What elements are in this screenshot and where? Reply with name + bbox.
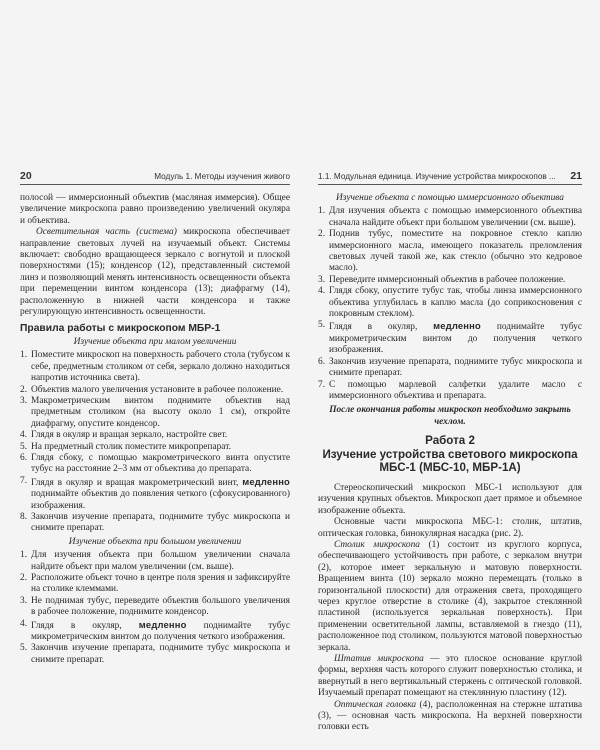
intro-paragraph-2: Стереоскопический микроскоп МБС-1 используют для изучения крупных объектов. Микроскоп дает прямое и объемное изображение объекта. bbox=[318, 482, 582, 516]
list-item: 5. Глядя в окуляр, медленно поднимайте тубус микрометрическим винтом до получения четкого изображения. bbox=[318, 320, 582, 356]
work-title-line1: Работа 2 bbox=[425, 434, 475, 448]
work-title bbox=[318, 434, 582, 475]
immersion-steps bbox=[318, 206, 582, 402]
left-page-header bbox=[20, 170, 290, 185]
list-item: 4. Глядя в окуляр и вращая зеркало, настройте свет. bbox=[20, 430, 228, 441]
head-paragraph bbox=[318, 700, 582, 734]
list-item: 3. Переведите иммерсионный объектив в рабочее положение. bbox=[318, 274, 566, 285]
work-title-line2: Изучение устройства светового микроскопа bbox=[322, 447, 578, 461]
low-mag-heading: Изучение объекта при малом увеличении bbox=[73, 336, 237, 347]
stand-term: Штатив микроскопа bbox=[334, 654, 424, 664]
list-item: 2. Поднив тубус, поместите на покровное стекло каплю иммерсионного масла, имеющего показатель преломления световых лучей такой же, как стекло (обычно это кедровое масло). bbox=[318, 229, 582, 274]
left-page-number: 20 bbox=[20, 170, 32, 182]
table-paragraph bbox=[318, 540, 582, 654]
left-running-head: Модуль 1. Методы изучения живого bbox=[154, 172, 290, 181]
high-mag-heading: Изучение объекта при большом увеличении bbox=[68, 536, 242, 547]
right-running-head: 1.1. Модульная единица. Изучение устройства микроскопов ... bbox=[318, 172, 556, 181]
left-page bbox=[20, 170, 290, 742]
right-page bbox=[318, 170, 582, 742]
list-item: 8. Закончив изучение препарата, поднимите тубус микроскопа и снимите препарат. bbox=[20, 511, 290, 534]
work-title-line3: МБС-1 (МБС-10, МБР-1А) bbox=[379, 461, 521, 475]
parts-paragraph: Основные части микроскопа МБС-1: столик, штатив, оптическая головка, бинокулярная насадка (рис. 2). bbox=[318, 517, 582, 539]
lighting-text: микроскопа обеспечивает направление световых лучей на изучаемый объект. Системы включает: свободно вращающееся зеркало с вогнутой и плоской поверхностями (15); конденсор (12), представленный системой линз и позволяющий менять интенсивность освещенности объекта при перемещении винтом конденсора (13); диафрагму (14), расположенную в нижней части конденсора и также регулирующую интенсивность освещенности. bbox=[20, 227, 290, 318]
stand-paragraph bbox=[318, 654, 582, 700]
list-item: 2. Расположите объект точно в центре поля зрения и зафиксируйте на столике клеммами. bbox=[20, 573, 290, 595]
table-text: (1) состоит из круглого корпуса, обеспечивающего устойчивость при работе, с зеркалом внутри (2), которое имеет зеркальную и матовую поверхности. Вращением винта (10) зеркало можно перемещать (только в горизонтальной плоскости) для отражения света, проходящего через круглое отверстие в столике (4), закрытое стеклянной пластиной (используется зеркальная поверхность). При применении осветительной лампы, вставляемой в гнездо (11), расположенное под столиком, пользуются матовой поверхностью зеркала. bbox=[318, 539, 582, 653]
lighting-term: Осветительная часть (система) bbox=[36, 227, 177, 238]
list-item: 6. Глядя сбоку, с помощью макрометрического винта опустите тубус на расстояние 2–3 мм от объектива до препарата. bbox=[20, 452, 290, 475]
stand-text: — это плоское основание круглой формы, верхняя часть которого служит поверхностью столика, и ввернутый в него вертикальный стержень с оптической головкой. Изучаемый препарат помещают на стеклянную пластину (12). bbox=[318, 654, 582, 699]
table-term: Столик микроскопа bbox=[334, 539, 420, 550]
list-item: 1. Для изучения объекта с помощью иммерсионного объектива сначала найдите объект при большом увеличении (см. выше). bbox=[318, 206, 582, 228]
list-item: 1. Поместите микроскоп на поверхность рабочего стола (тубусом к себе, предметным столиком от себя, зеркало должно находиться напротив источника света). bbox=[20, 350, 290, 384]
closing-note: После окончания работы микроскоп необходимо закрыть чехлом. bbox=[329, 405, 571, 427]
list-item: 1. Для изучения объекта при большом увеличении сначала найдите объект при малом увеличении (см. выше). bbox=[20, 550, 290, 572]
right-page-header bbox=[318, 170, 582, 185]
list-item: 4. Глядя сбоку, опустите тубус так, чтобы линза иммерсионного объектива углубилась в каплю масла (до соприкосновения с покровным стеклом). bbox=[318, 286, 582, 320]
high-mag-steps bbox=[20, 550, 290, 666]
list-item: 3. Не поднимая тубус, переведите объектив большого увеличения в рабочее положение, поднимите конденсор. bbox=[20, 595, 290, 618]
right-page-number: 21 bbox=[570, 170, 582, 182]
list-item: 7. С помощью марлевой салфетки удалите масло с иммерсионного объектива и препарата. bbox=[318, 379, 582, 401]
list-item: 7. Глядя в окуляр и вращая макрометрический винт, медленно поднимайте объектив до появления четкого (сфокусированного) изображения. bbox=[20, 475, 290, 511]
list-item: 6. Закончив изучение препарата, поднимите тубус микроскопа и снимите препарат. bbox=[318, 356, 582, 379]
list-item: 3. Макрометрическим винтом поднимите объектив над предметным столиком (на высоту около 1 см), откройте диафрагму, опустите конденсор. bbox=[20, 395, 290, 429]
list-item: 4. Глядя в окуляр, медленно поднимайте тубус микрометрическим винтом до получения четкого изображения. bbox=[20, 618, 290, 643]
head-term: Оптическая головка bbox=[334, 699, 417, 710]
head-text: (4), расположенная на стержне штатива (3), — основная часть микроскопа. На верхней поверхности головки есть bbox=[318, 699, 582, 733]
lighting-paragraph bbox=[20, 227, 290, 318]
immersion-heading: Изучение объекта с помощью иммерсионного объектива bbox=[336, 193, 564, 203]
list-item: 5. На предметный столик поместите микропрепарат. bbox=[20, 441, 231, 452]
list-item: 5. Закончив изучение препарата, поднимите тубус микроскопа и снимите препарат. bbox=[20, 643, 290, 665]
intro-paragraph: полосой — иммерсионный объектив (масляная иммерсия). Общее увеличение микроскопа равно произведению увеличений окуляра и объектива. bbox=[20, 193, 290, 226]
list-item: 2. Объектив малого увеличения установите в рабочее положение. bbox=[20, 384, 284, 395]
rules-heading: Правила работы с микроскопом МБР-1 bbox=[20, 323, 221, 335]
low-mag-steps bbox=[20, 350, 290, 535]
